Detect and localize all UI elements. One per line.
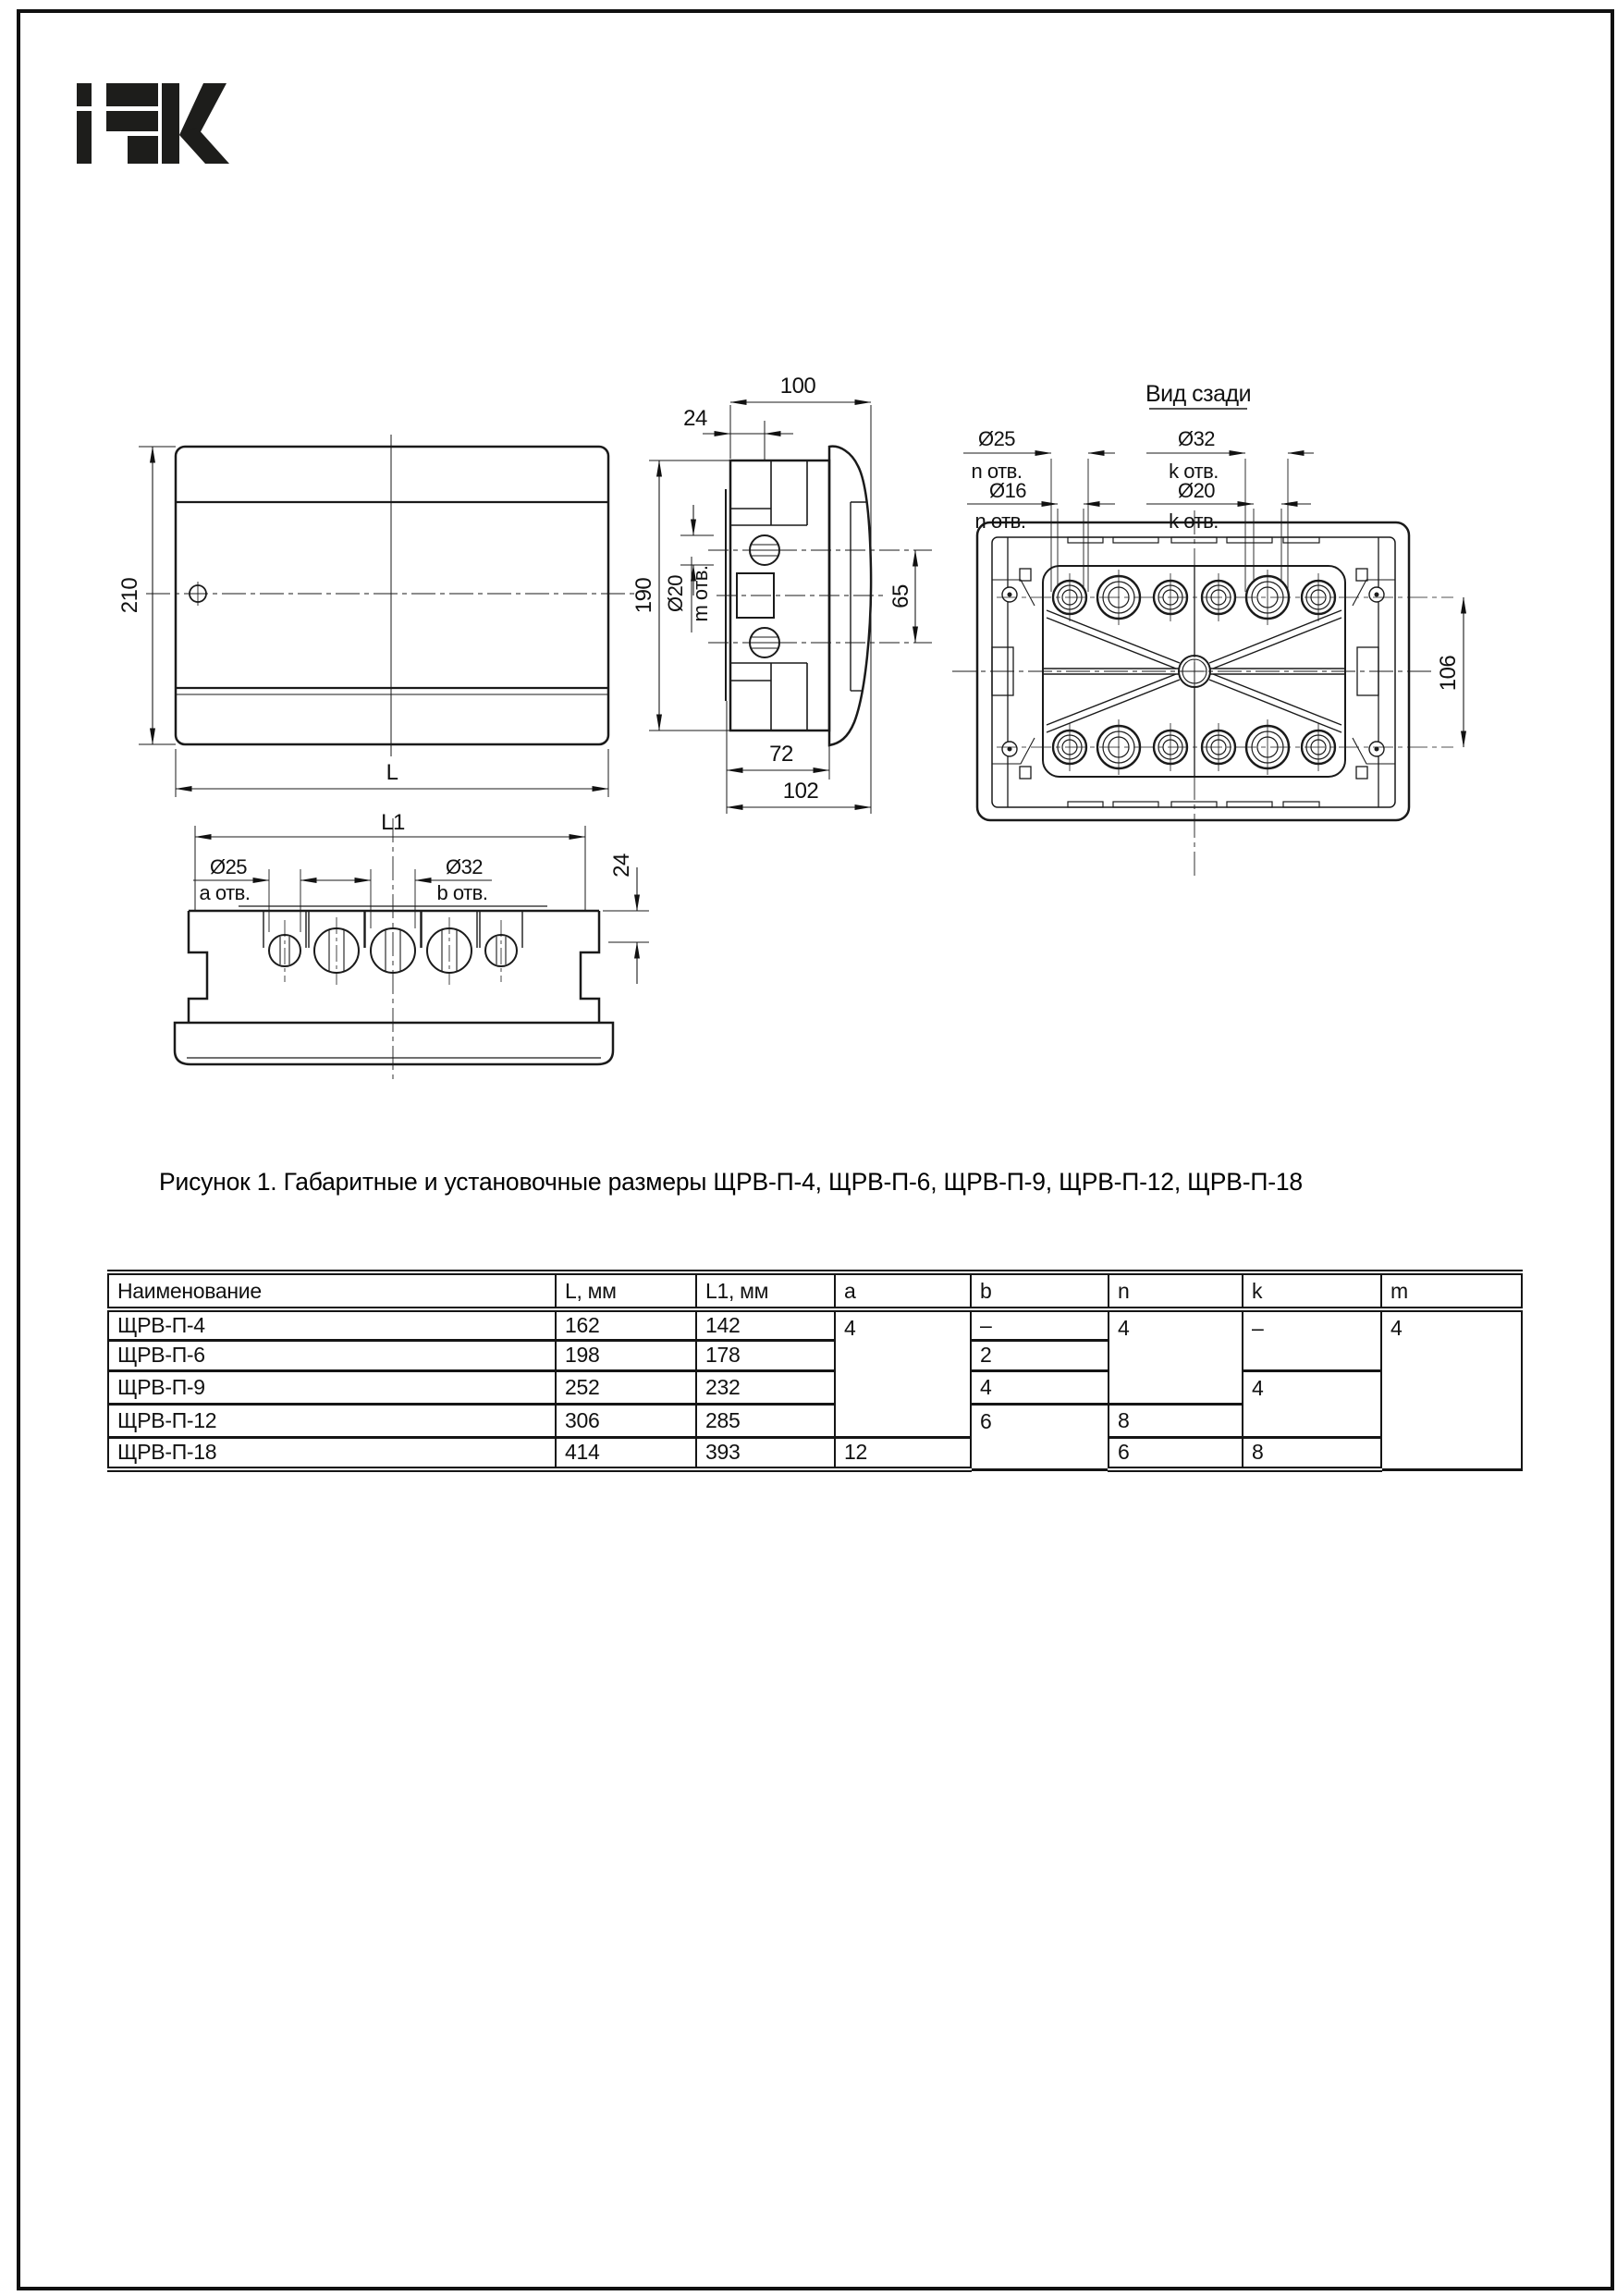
spec-table-cell: 6 <box>1109 1437 1243 1469</box>
dim-bottom-hole-big-count: b отв. <box>436 881 488 904</box>
spec-table <box>107 1270 1523 1472</box>
spec-table-cell: ЩРВ-П-9 <box>108 1370 556 1404</box>
spec-table-cell: 198 <box>556 1340 696 1370</box>
dim-back-big-outer-count: k отв. <box>1169 460 1219 483</box>
spec-table-container <box>107 1270 1521 1472</box>
spec-table-header-cell: n <box>1109 1272 1243 1309</box>
spec-table-row <box>108 1309 1522 1340</box>
spec-table-header-row <box>108 1272 1522 1309</box>
dim-side-screw-count-label: m отв. <box>689 565 712 622</box>
dim-back-big-inner-count: k отв. <box>1169 510 1219 533</box>
spec-table-cell: 2 <box>971 1340 1109 1370</box>
dim-back-row-span-label: 106 <box>1436 655 1461 692</box>
dim-bottom-hole-small-count: a отв. <box>199 881 251 904</box>
spec-table-header-cell: m <box>1381 1272 1522 1309</box>
spec-table-cell: ЩРВ-П-12 <box>108 1404 556 1437</box>
spec-table-cell: ЩРВ-П-6 <box>108 1340 556 1370</box>
spec-table-cell: 252 <box>556 1370 696 1404</box>
spec-table-cell: ЩРВ-П-18 <box>108 1437 556 1469</box>
dim-back-big-inner-label: Ø20 <box>1177 479 1216 502</box>
spec-table-row <box>108 1370 1522 1404</box>
back-view-title: Вид сзади <box>1145 381 1252 407</box>
dim-back-big-outer-label: Ø32 <box>1177 427 1216 450</box>
dim-bottom-hole-small-label: Ø25 <box>209 855 248 878</box>
spec-table-header-cell: b <box>971 1272 1109 1309</box>
spec-table-cell: 414 <box>556 1437 696 1469</box>
dim-back-small-inner-label: Ø16 <box>988 479 1027 502</box>
dim-back-small-outer-label: Ø25 <box>977 427 1016 450</box>
spec-table-cell: 178 <box>696 1340 835 1370</box>
spec-table-cell: 142 <box>696 1309 835 1340</box>
dim-bottom-hole-big-label: Ø32 <box>445 855 484 878</box>
spec-table-cell: 4 <box>971 1370 1109 1404</box>
dim-back-small-inner-count: n отв. <box>974 510 1026 533</box>
spec-table-cell: 8 <box>1243 1437 1381 1469</box>
spec-table-cell: 4 <box>835 1309 971 1437</box>
dim-front-height-label: 210 <box>117 577 142 614</box>
spec-table-cell: 285 <box>696 1404 835 1437</box>
dim-side-screw-d-label: Ø20 <box>664 574 687 613</box>
spec-table-cell: 306 <box>556 1404 696 1437</box>
spec-table-header-cell: k <box>1243 1272 1381 1309</box>
dim-bottom-width-label: L1 <box>381 810 405 835</box>
dim-side-depth-label: 100 <box>779 374 816 399</box>
dim-side-outer-depth-label: 102 <box>782 779 819 804</box>
dim-side-height-label: 190 <box>631 577 656 614</box>
spec-table-cell: 4 <box>1243 1370 1381 1437</box>
spec-table-cell: 393 <box>696 1437 835 1469</box>
spec-table-cell: 4 <box>1381 1309 1522 1469</box>
spec-table-cell: – <box>971 1309 1109 1340</box>
spec-table-cell: 162 <box>556 1309 696 1340</box>
spec-table-cell: – <box>1243 1309 1381 1370</box>
dim-side-screw-span-label: 65 <box>888 584 913 608</box>
spec-table-row <box>108 1437 1522 1469</box>
spec-table-header-cell: L, мм <box>556 1272 696 1309</box>
dim-side-offset-label: 24 <box>683 406 707 431</box>
iek-logo <box>77 83 229 164</box>
dim-back-small-outer-count: n отв. <box>971 460 1023 483</box>
dim-front-width-label: L <box>386 760 398 785</box>
spec-table-cell: 12 <box>835 1437 971 1469</box>
front-view-drawing <box>139 435 636 797</box>
spec-table-header-cell: a <box>835 1272 971 1309</box>
spec-table-cell: 4 <box>1109 1309 1243 1404</box>
spec-table-header-cell: L1, мм <box>696 1272 835 1309</box>
spec-table-header-cell: Наименование <box>108 1272 556 1309</box>
spec-table-cell: ЩРВ-П-4 <box>108 1309 556 1340</box>
figure-caption: Рисунок 1. Габаритные и установочные размеры ЩРВ-П-4, ЩРВ-П-6, ЩРВ-П-9, ЩРВ-П-12, ЩРВ-П-18 <box>159 1168 1303 1196</box>
dim-bottom-depth-label: 24 <box>609 853 634 878</box>
spec-table-cell: 8 <box>1109 1404 1243 1437</box>
dim-side-inner-depth-label: 72 <box>769 742 793 767</box>
spec-table-cell: 232 <box>696 1370 835 1404</box>
spec-table-cell: 6 <box>971 1404 1109 1469</box>
